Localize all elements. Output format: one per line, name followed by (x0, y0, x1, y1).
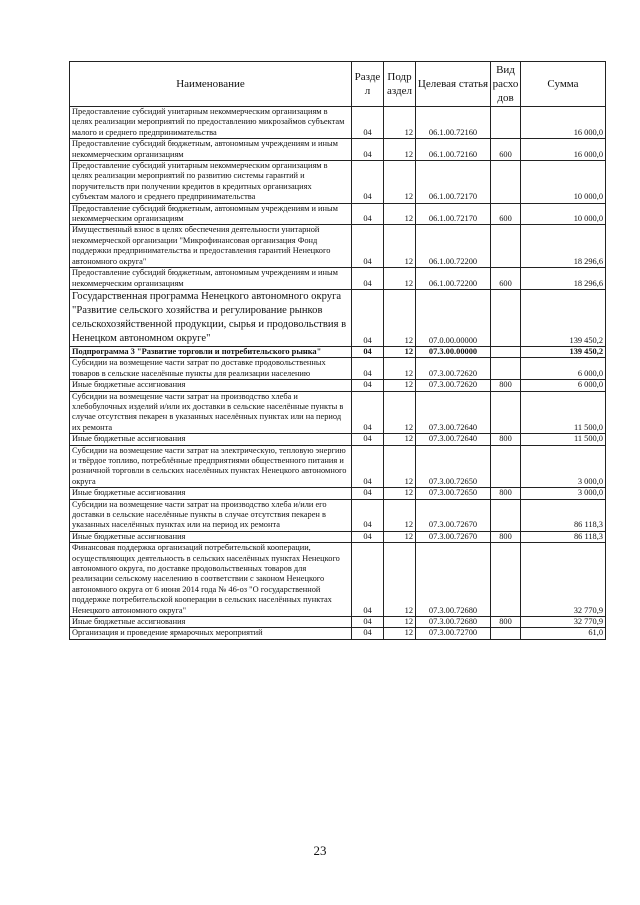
row-target: 07.3.00.72620 (416, 358, 491, 380)
row-expense-type (491, 499, 521, 531)
row-target: 06.1.00.72160 (416, 139, 491, 161)
table-row (70, 543, 606, 617)
row-target: 07.3.00.72640 (416, 391, 491, 434)
table-row (70, 289, 606, 346)
table-row (70, 617, 606, 628)
row-section: 04 (352, 391, 384, 434)
row-amount: 18 296,6 (521, 268, 606, 290)
row-subsection: 12 (384, 499, 416, 531)
row-name: Финансовая поддержка организаций потребительской кооперации, осуществляющих деятельность в сельских населённых пунктах Ненецкого автономного округа, по доставке продовольственных товаров для реализации сельскому населению в соответствии с законом Ненецкого автономного округа от 6 июня 2014 года № 46-оз "О государственной поддержке потребительской кооперации в сельских населённых пунктах Ненецкого автономного округа" (70, 543, 352, 617)
row-name: Предоставление субсидий бюджетным, автономным учреждениям и иным некоммерческим организациям (70, 268, 352, 290)
row-amount: 86 118,3 (521, 499, 606, 531)
row-section: 04 (352, 434, 384, 445)
page-number: 23 (313, 843, 327, 858)
table-row (70, 499, 606, 531)
row-target: 07.3.00.72680 (416, 617, 491, 628)
row-target: 07.3.00.72650 (416, 445, 491, 488)
table-row (70, 346, 606, 357)
row-section: 04 (352, 203, 384, 225)
row-section: 04 (352, 139, 384, 161)
row-subsection: 12 (384, 434, 416, 445)
row-name: Иные бюджетные ассигнования (70, 380, 352, 391)
table-row (70, 628, 606, 639)
row-target: 06.1.00.72200 (416, 225, 491, 268)
row-target: 07.3.00.72670 (416, 531, 491, 542)
table-row (70, 203, 606, 225)
row-section: 04 (352, 346, 384, 357)
row-target: 07.3.00.00000 (416, 346, 491, 357)
row-subsection: 12 (384, 380, 416, 391)
row-name: Субсидии на возмещение части затрат на производство хлеба и/или его доставки в сельские населённые пункты в случае отсутствия пекарен в указанных населённых пунктах или на период их ремонта (70, 499, 352, 531)
row-expense-type: 800 (491, 380, 521, 391)
table-row (70, 161, 606, 204)
table-row (70, 139, 606, 161)
table-row (70, 488, 606, 499)
row-amount: 10 000,0 (521, 161, 606, 204)
row-subsection: 12 (384, 225, 416, 268)
table-row (70, 434, 606, 445)
row-target: 07.3.00.72680 (416, 543, 491, 617)
table-body (70, 107, 606, 640)
row-target: 06.1.00.72170 (416, 161, 491, 204)
row-amount: 139 450,2 (521, 289, 606, 346)
header-expense-type: Вид расхо дов (491, 62, 521, 107)
row-expense-type (491, 161, 521, 204)
row-expense-type (491, 358, 521, 380)
row-target: 06.1.00.72160 (416, 107, 491, 139)
row-amount: 32 770,9 (521, 543, 606, 617)
header-amount: Сумма (521, 62, 606, 107)
row-amount: 16 000,0 (521, 107, 606, 139)
row-expense-type: 800 (491, 531, 521, 542)
row-subsection: 12 (384, 391, 416, 434)
header-name: Наименование (70, 62, 352, 107)
row-target: 07.3.00.72670 (416, 499, 491, 531)
row-subsection: 12 (384, 628, 416, 639)
table-row (70, 531, 606, 542)
header-target: Целевая статья (416, 62, 491, 107)
row-subsection: 12 (384, 543, 416, 617)
row-expense-type (491, 543, 521, 617)
row-subsection: 12 (384, 488, 416, 499)
row-amount: 6 000,0 (521, 380, 606, 391)
header-section: Разде л (352, 62, 384, 107)
table-row (70, 268, 606, 290)
row-section: 04 (352, 161, 384, 204)
row-amount: 61,0 (521, 628, 606, 639)
table-row (70, 107, 606, 139)
row-section: 04 (352, 358, 384, 380)
row-subsection: 12 (384, 445, 416, 488)
row-section: 04 (352, 499, 384, 531)
row-section: 04 (352, 628, 384, 639)
row-expense-type (491, 289, 521, 346)
row-expense-type (491, 346, 521, 357)
row-name: Предоставление субсидий унитарным некоммерческим организациям в целях реализации мероприятий по развитию системы гарантий и поручительств при получении кредитов в кредитных организациях субъектам малого и среднего предпринимательства (70, 161, 352, 204)
table-header (70, 62, 606, 107)
table-row (70, 380, 606, 391)
row-name: Организация и проведение ярмарочных мероприятий (70, 628, 352, 639)
row-amount: 6 000,0 (521, 358, 606, 380)
row-subsection: 12 (384, 203, 416, 225)
row-expense-type: 600 (491, 139, 521, 161)
row-section: 04 (352, 531, 384, 542)
row-name: Субсидии на возмещение части затрат на электрическую, тепловую энергию и твёрдое топливо, потреблённые предприятиями общественного питания и розничной торговли в сельских населённых пунктах Ненецкого автономного округа (70, 445, 352, 488)
row-expense-type: 600 (491, 203, 521, 225)
row-section: 04 (352, 289, 384, 346)
row-amount: 10 000,0 (521, 203, 606, 225)
row-target: 06.1.00.72170 (416, 203, 491, 225)
row-section: 04 (352, 543, 384, 617)
row-expense-type: 800 (491, 434, 521, 445)
row-amount: 16 000,0 (521, 139, 606, 161)
row-expense-type (491, 445, 521, 488)
row-name: Иные бюджетные ассигнования (70, 434, 352, 445)
table-row (70, 445, 606, 488)
row-subsection: 12 (384, 107, 416, 139)
row-amount: 11 500,0 (521, 391, 606, 434)
row-subsection: 12 (384, 289, 416, 346)
row-expense-type (491, 225, 521, 268)
row-amount: 32 770,9 (521, 617, 606, 628)
row-subsection: 12 (384, 617, 416, 628)
table-row (70, 391, 606, 434)
row-name: Субсидии на возмещение части затрат на производство хлеба и хлебобулочных изделий и/или их доставки в сельские населённые пункты в случае отсутствия пекарен в указанных населённых пунктах или на период их ремонта (70, 391, 352, 434)
row-name: Предоставление субсидий бюджетным, автономным учреждениям и иным некоммерческим организациям (70, 139, 352, 161)
row-section: 04 (352, 617, 384, 628)
row-subsection: 12 (384, 531, 416, 542)
row-target: 07.0.00.00000 (416, 289, 491, 346)
table-row (70, 358, 606, 380)
row-name: Государственная программа Ненецкого автономного округа "Развитие сельского хозяйства и регулирование рынков сельскохозяйственной продукции, сырья и продовольствия в Ненецком автономном округе" (70, 289, 352, 346)
row-section: 04 (352, 225, 384, 268)
row-name: Субсидии на возмещение части затрат по доставке продовольственных товаров в сельские населённые пункты для реализации населению (70, 358, 352, 380)
row-amount: 3 000,0 (521, 488, 606, 499)
row-name: Иные бюджетные ассигнования (70, 488, 352, 499)
row-target: 07.3.00.72640 (416, 434, 491, 445)
row-expense-type: 600 (491, 268, 521, 290)
row-section: 04 (352, 380, 384, 391)
row-name: Иные бюджетные ассигнования (70, 531, 352, 542)
row-target: 06.1.00.72200 (416, 268, 491, 290)
row-amount: 139 450,2 (521, 346, 606, 357)
row-amount: 3 000,0 (521, 445, 606, 488)
row-name: Имущественный взнос в целях обеспечения деятельности унитарной некоммерческой организации "Микрофинансовая организация Фонд поддержки предпринимательства и предоставления гарантий Ненецкого автономного округа" (70, 225, 352, 268)
row-section: 04 (352, 445, 384, 488)
row-subsection: 12 (384, 268, 416, 290)
row-target: 07.3.00.72650 (416, 488, 491, 499)
header-subsection: Подр аздел (384, 62, 416, 107)
row-section: 04 (352, 107, 384, 139)
row-subsection: 12 (384, 358, 416, 380)
row-subsection: 12 (384, 346, 416, 357)
row-expense-type (491, 107, 521, 139)
table-row (70, 225, 606, 268)
row-amount: 18 296,6 (521, 225, 606, 268)
row-amount: 11 500,0 (521, 434, 606, 445)
row-subsection: 12 (384, 139, 416, 161)
row-expense-type (491, 628, 521, 639)
budget-table (69, 61, 606, 640)
row-amount: 86 118,3 (521, 531, 606, 542)
row-section: 04 (352, 268, 384, 290)
row-name: Предоставление субсидий бюджетным, автономным учреждениям и иным некоммерческим организациям (70, 203, 352, 225)
row-target: 07.3.00.72700 (416, 628, 491, 639)
row-subsection: 12 (384, 161, 416, 204)
row-target: 07.3.00.72620 (416, 380, 491, 391)
row-section: 04 (352, 488, 384, 499)
row-expense-type: 800 (491, 617, 521, 628)
row-name: Иные бюджетные ассигнования (70, 617, 352, 628)
row-name: Предоставление субсидий унитарным некоммерческим организациям в целях реализации мероприятий по предоставлению микрозаймов субъектам малого и среднего предпринимательства (70, 107, 352, 139)
row-expense-type (491, 391, 521, 434)
row-name: Подпрограмма 3 "Развитие торговли и потребительского рынка" (70, 346, 352, 357)
row-expense-type: 800 (491, 488, 521, 499)
